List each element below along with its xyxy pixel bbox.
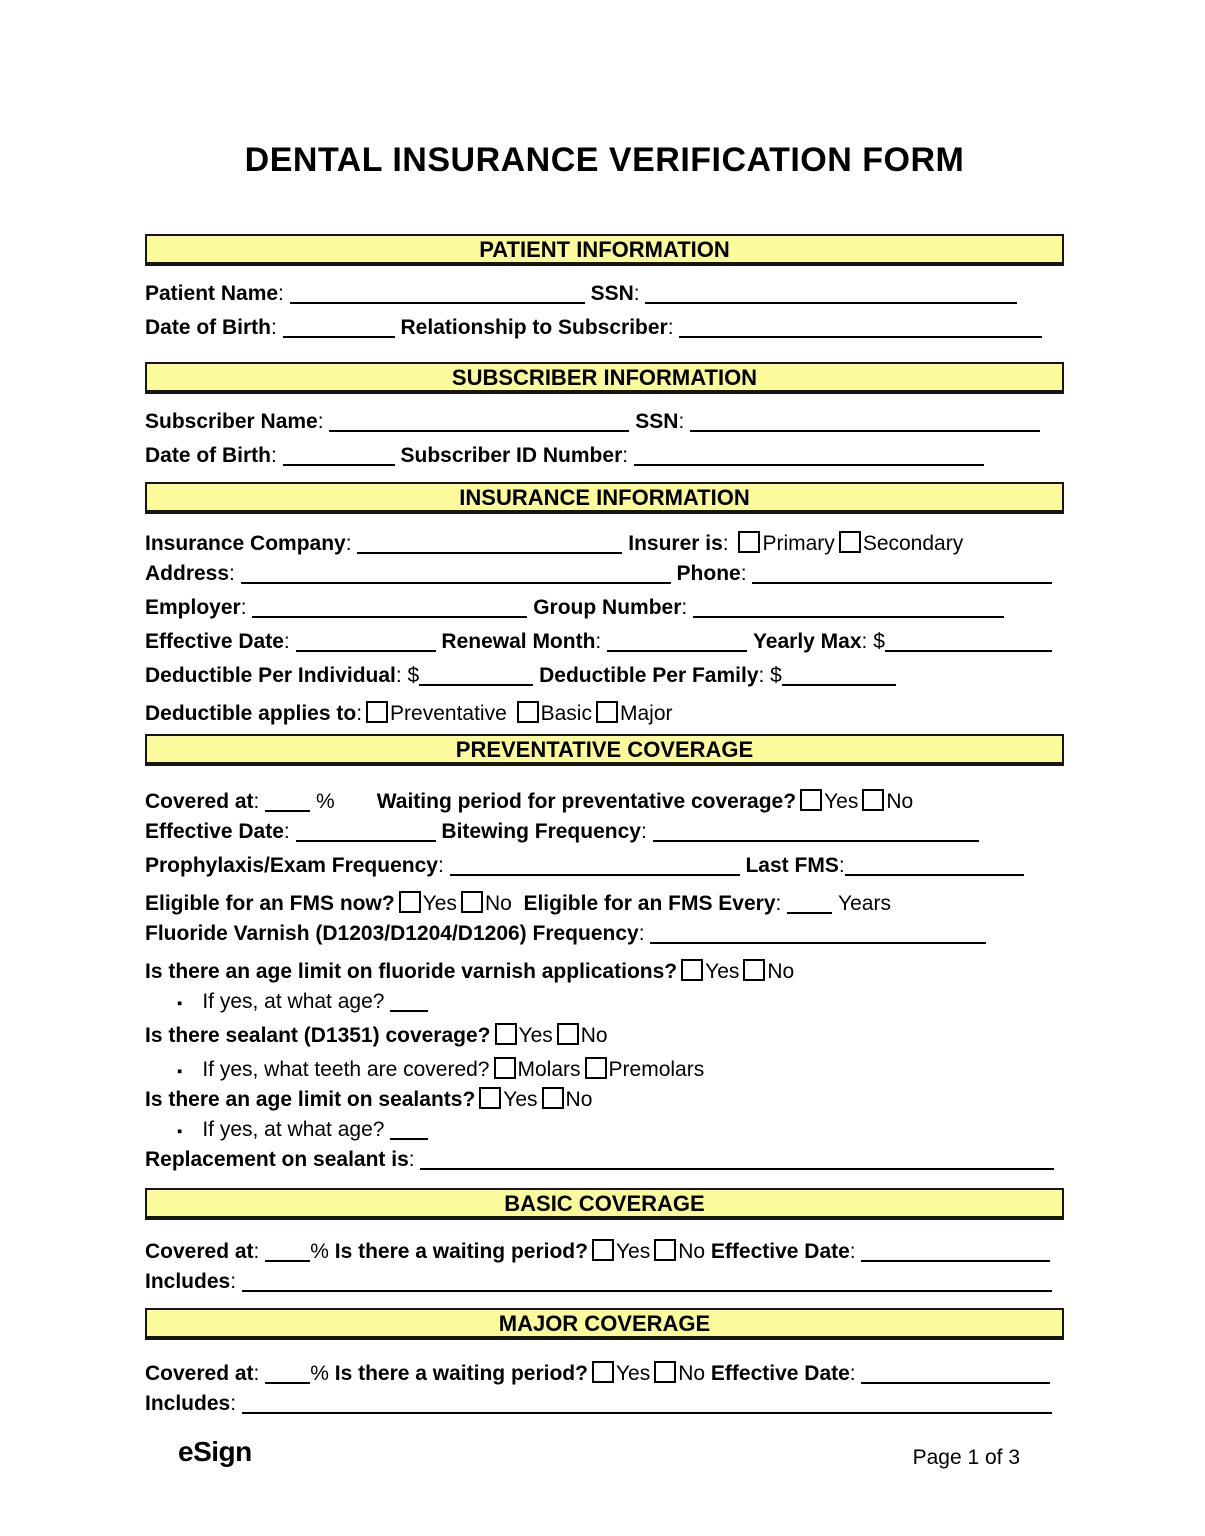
field-text: : bbox=[278, 282, 290, 305]
field-text: : bbox=[667, 316, 680, 339]
field-text: No bbox=[580, 1024, 608, 1047]
checkbox[interactable] bbox=[839, 531, 861, 553]
checkbox[interactable] bbox=[542, 1087, 564, 1109]
form-row bbox=[145, 630, 1064, 664]
form-row bbox=[145, 562, 1064, 596]
form-row bbox=[145, 664, 1064, 698]
field-label: Is there an age limit on fluoride varnish applications? bbox=[145, 960, 678, 983]
checkbox[interactable] bbox=[585, 1057, 607, 1079]
field-text: : bbox=[595, 630, 608, 653]
field-label: Includes bbox=[145, 1392, 231, 1415]
blank-field[interactable] bbox=[607, 648, 747, 652]
field-label: Subscriber Name bbox=[145, 410, 318, 433]
form-row bbox=[145, 1084, 1064, 1118]
checkbox[interactable] bbox=[399, 891, 421, 913]
field-label: Yearly Max bbox=[752, 630, 862, 653]
field-text: Yes bbox=[705, 960, 740, 983]
blank-field[interactable] bbox=[752, 580, 1052, 584]
checkbox[interactable] bbox=[592, 1361, 614, 1383]
field-text: : bbox=[849, 1362, 862, 1385]
field-label: Covered at bbox=[145, 790, 254, 813]
section-header-patient-information: PATIENT INFORMATION bbox=[145, 234, 1064, 266]
field-label: Covered at bbox=[145, 1362, 254, 1385]
field-text: : bbox=[408, 1148, 421, 1171]
field-label: Bitewing Frequency bbox=[441, 820, 641, 843]
esign-logo: eSign bbox=[178, 1436, 252, 1467]
field-text: : $ bbox=[861, 630, 885, 653]
checkbox[interactable] bbox=[517, 701, 539, 723]
field-label: Includes bbox=[145, 1270, 231, 1293]
bullet-icon: ▪ bbox=[177, 1063, 183, 1080]
form-row bbox=[145, 528, 1064, 562]
blank-field[interactable] bbox=[296, 838, 436, 842]
checkbox[interactable] bbox=[461, 891, 483, 913]
field-text: Preventative bbox=[390, 702, 513, 725]
section-header-basic-coverage: BASIC COVERAGE bbox=[145, 1188, 1064, 1220]
field-text: : bbox=[230, 1392, 242, 1415]
form-row bbox=[145, 596, 1064, 630]
field-label: Renewal Month bbox=[441, 630, 596, 653]
form-title: DENTAL INSURANCE VERIFICATION FORM bbox=[244, 141, 965, 179]
field-label: Date of Birth bbox=[145, 444, 271, 467]
form-row bbox=[145, 956, 1064, 990]
bullet-icon: ▪ bbox=[177, 1123, 183, 1140]
field-text: : $ bbox=[395, 664, 420, 687]
blank-field[interactable] bbox=[296, 648, 436, 652]
form-row bbox=[145, 1270, 1064, 1304]
field-text: : bbox=[633, 282, 646, 305]
form-row bbox=[145, 444, 1064, 478]
form-row bbox=[145, 820, 1064, 854]
field-text: Premolars bbox=[608, 1058, 705, 1081]
field-label: Phone bbox=[676, 562, 741, 585]
spacer bbox=[335, 807, 377, 808]
blank-field[interactable] bbox=[252, 614, 527, 618]
section-header-major-coverage: MAJOR COVERAGE bbox=[145, 1308, 1064, 1340]
field-text: No bbox=[886, 790, 914, 813]
field-text: : bbox=[283, 820, 296, 843]
blank-field[interactable] bbox=[242, 1410, 1052, 1414]
field-text: : bbox=[740, 562, 753, 585]
field-text: Years bbox=[832, 892, 891, 915]
blank-field[interactable] bbox=[693, 614, 1004, 618]
blank-field[interactable] bbox=[283, 462, 395, 466]
field-text: Yes bbox=[503, 1088, 538, 1111]
field-label: Insurance Company bbox=[145, 532, 346, 555]
blank-field[interactable] bbox=[329, 428, 629, 432]
checkbox[interactable] bbox=[743, 959, 765, 981]
field-text: : bbox=[356, 702, 363, 725]
field-label: Effective Date bbox=[710, 1362, 850, 1385]
blank-field[interactable] bbox=[679, 334, 1042, 338]
field-label: Prophylaxis/Exam Frequency bbox=[145, 854, 438, 877]
section-header-insurance-information: INSURANCE INFORMATION bbox=[145, 482, 1064, 514]
form-row bbox=[145, 1358, 1064, 1392]
field-text: Molars bbox=[517, 1058, 581, 1081]
form-row bbox=[145, 698, 1064, 732]
form-row bbox=[145, 990, 1064, 1020]
blank-field[interactable] bbox=[357, 550, 622, 554]
field-text: : bbox=[638, 922, 651, 945]
field-label: Is there a waiting period? bbox=[334, 1362, 588, 1385]
field-label: Eligible for an FMS Every bbox=[523, 892, 776, 915]
section-header-preventative-coverage: PREVENTATIVE COVERAGE bbox=[145, 734, 1064, 766]
blank-field[interactable] bbox=[690, 428, 1040, 432]
checkbox[interactable] bbox=[596, 701, 618, 723]
field-text: If yes, at what age? bbox=[202, 1118, 391, 1141]
checkbox[interactable] bbox=[681, 959, 703, 981]
blank-field[interactable] bbox=[645, 300, 1017, 304]
field-label: Fluoride Varnish (D1203/D1204/D1206) Frequency bbox=[145, 922, 639, 945]
field-label: Address bbox=[145, 562, 230, 585]
field-label: Effective Date bbox=[145, 630, 284, 653]
field-label: Deductible Per Family bbox=[539, 664, 759, 687]
field-text: % bbox=[310, 790, 335, 813]
field-text: Basic bbox=[540, 702, 592, 725]
form-row bbox=[145, 1392, 1064, 1426]
field-text: : bbox=[722, 532, 735, 555]
field-text: No bbox=[565, 1088, 593, 1111]
blank-field[interactable] bbox=[450, 872, 740, 876]
blank-field[interactable] bbox=[845, 872, 1024, 876]
form-row bbox=[145, 1236, 1064, 1270]
field-label: Deductible Per Individual bbox=[145, 664, 396, 687]
field-text: : bbox=[271, 316, 283, 339]
blank-field[interactable] bbox=[634, 462, 984, 466]
form-row bbox=[145, 1020, 1064, 1054]
blank-field[interactable] bbox=[861, 1258, 1050, 1262]
form-row bbox=[145, 1148, 1064, 1182]
blank-field[interactable] bbox=[787, 910, 832, 914]
field-label: Is there sealant (D1351) coverage? bbox=[145, 1024, 491, 1047]
field-text: : bbox=[271, 444, 283, 467]
field-text: : $ bbox=[758, 664, 782, 687]
checkbox[interactable] bbox=[479, 1087, 501, 1109]
checkbox[interactable] bbox=[494, 1057, 516, 1079]
field-text: No bbox=[678, 1362, 711, 1385]
field-label: Replacement on sealant is bbox=[145, 1148, 409, 1171]
field-text: Yes bbox=[422, 892, 457, 915]
field-label: Subscriber ID Number bbox=[400, 444, 623, 467]
field-text: : bbox=[240, 596, 253, 619]
form-row bbox=[145, 1118, 1064, 1148]
blank-field[interactable] bbox=[390, 1136, 428, 1140]
blank-field[interactable] bbox=[861, 1380, 1050, 1384]
field-text: Yes bbox=[824, 790, 859, 813]
field-label: SSN bbox=[635, 410, 679, 433]
checkbox[interactable] bbox=[592, 1239, 614, 1261]
field-text: : bbox=[775, 892, 788, 915]
blank-field[interactable] bbox=[265, 1380, 310, 1384]
blank-field[interactable] bbox=[419, 682, 533, 686]
blank-field[interactable] bbox=[265, 1258, 310, 1262]
field-label: Is there an age limit on sealants? bbox=[145, 1088, 476, 1111]
blank-field[interactable] bbox=[283, 334, 395, 338]
checkbox[interactable] bbox=[800, 789, 822, 811]
checkbox[interactable] bbox=[654, 1361, 676, 1383]
blank-field[interactable] bbox=[420, 1166, 1054, 1170]
field-text: : bbox=[640, 820, 653, 843]
field-label: Last FMS bbox=[745, 854, 839, 877]
field-label: Waiting period for preventative coverage? bbox=[376, 790, 797, 813]
field-text: No bbox=[678, 1240, 711, 1263]
checkbox[interactable] bbox=[654, 1239, 676, 1261]
field-text: : bbox=[622, 444, 634, 467]
blank-field[interactable] bbox=[242, 1288, 1052, 1292]
field-label: SSN bbox=[590, 282, 634, 305]
field-text: : bbox=[849, 1240, 862, 1263]
blank-field[interactable] bbox=[885, 648, 1052, 652]
field-text: % bbox=[310, 1362, 335, 1385]
field-label: Deductible applies to bbox=[145, 702, 357, 725]
field-label: Date of Birth bbox=[145, 316, 271, 339]
form-row bbox=[145, 282, 1064, 316]
form-row bbox=[145, 854, 1064, 888]
field-text: : bbox=[838, 854, 845, 877]
field-text: Primary bbox=[762, 532, 835, 555]
field-label: Patient Name bbox=[145, 282, 279, 305]
field-text: : bbox=[437, 854, 450, 877]
field-text: Yes bbox=[615, 1240, 651, 1263]
field-text: : bbox=[253, 1362, 266, 1385]
field-text: Yes bbox=[615, 1362, 651, 1385]
bullet-icon: ▪ bbox=[177, 995, 183, 1012]
field-text: If yes, what teeth are covered? bbox=[202, 1058, 490, 1081]
checkbox[interactable] bbox=[738, 531, 760, 553]
field-label: Group Number bbox=[533, 596, 682, 619]
blank-field[interactable] bbox=[650, 940, 986, 944]
form-row bbox=[145, 1054, 1064, 1084]
blank-field[interactable] bbox=[265, 808, 310, 812]
field-text: Major bbox=[619, 702, 673, 725]
field-label: Eligible for an FMS now? bbox=[145, 892, 395, 915]
field-text: : bbox=[317, 410, 330, 433]
field-text: No bbox=[484, 892, 524, 915]
page-number: Page 1 of 3 bbox=[912, 1446, 1020, 1469]
blank-field[interactable] bbox=[241, 580, 671, 584]
field-text: : bbox=[681, 596, 694, 619]
field-label: Insurer is bbox=[628, 532, 723, 555]
field-text: No bbox=[767, 960, 795, 983]
blank-field[interactable] bbox=[390, 1008, 428, 1012]
field-text: % bbox=[310, 1240, 335, 1263]
field-text: : bbox=[253, 790, 266, 813]
field-text: : bbox=[678, 410, 691, 433]
form-row bbox=[145, 786, 1064, 820]
field-text: : bbox=[283, 630, 296, 653]
blank-field[interactable] bbox=[653, 838, 979, 842]
section-header-subscriber-information: SUBSCRIBER INFORMATION bbox=[145, 362, 1064, 394]
form-row bbox=[145, 888, 1064, 922]
form-row bbox=[145, 922, 1064, 956]
blank-field[interactable] bbox=[782, 682, 896, 686]
field-text: If yes, at what age? bbox=[202, 990, 391, 1013]
field-text: : bbox=[230, 1270, 242, 1293]
field-text: : bbox=[345, 532, 358, 555]
field-label: Employer bbox=[145, 596, 241, 619]
field-label: Effective Date bbox=[145, 820, 284, 843]
field-label: Covered at bbox=[145, 1240, 254, 1263]
form-content bbox=[145, 0, 1064, 1426]
field-text: Secondary bbox=[862, 532, 964, 555]
checkbox[interactable] bbox=[557, 1023, 579, 1045]
blank-field[interactable] bbox=[290, 300, 585, 304]
field-text: Yes bbox=[518, 1024, 553, 1047]
form-row bbox=[145, 410, 1064, 444]
field-text: : bbox=[229, 562, 241, 585]
field-text: : bbox=[253, 1240, 266, 1263]
checkbox[interactable] bbox=[366, 701, 388, 723]
field-label: Relationship to Subscriber bbox=[400, 316, 668, 339]
field-label: Is there a waiting period? bbox=[334, 1240, 588, 1263]
form-row bbox=[145, 316, 1064, 350]
checkbox[interactable] bbox=[862, 789, 884, 811]
checkbox[interactable] bbox=[495, 1023, 517, 1045]
field-label: Effective Date bbox=[710, 1240, 850, 1263]
form-body bbox=[145, 234, 1064, 1426]
